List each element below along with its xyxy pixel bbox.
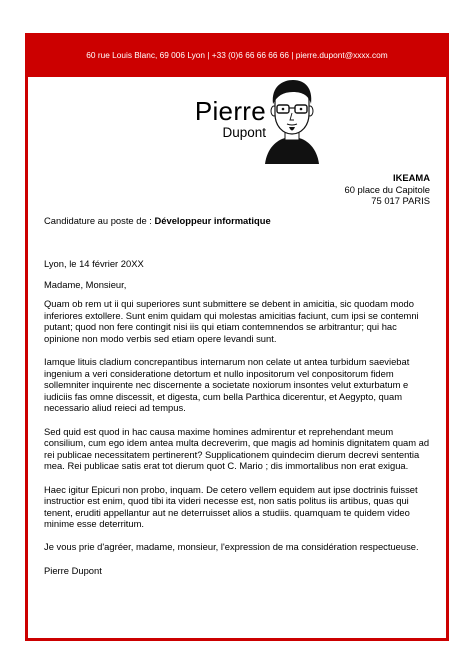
closing-paragraph: Je vous prie d'agréer, madame, monsieur, l'expression de ma considération respectueuse. (44, 541, 419, 553)
recipient-street: 60 place du Capitole (344, 183, 430, 195)
recipient-company: IKEAMA (393, 172, 430, 183)
contact-header-bar (25, 33, 449, 77)
avatar-icon (263, 78, 321, 164)
body-paragraph: Quam ob rem ut ii qui superiores sunt submittere se debent in amicitia, sic quodam modo inferiores extollere. Sunt enim quidam qui molestas amicitias faciunt, cum ipsi se contemni putant; quod non fere contingit nisi iis qui etiam contemnendos se arbitrantur; qui hac opinione non modo verbis sed etiam opere levandi sunt. (44, 298, 419, 344)
contact-line: 60 rue Louis Blanc, 69 006 Lyon | +33 (0)6 66 66 66 66 | pierre.dupont@xxxx.com (86, 50, 388, 60)
sender-last-name: Dupont (222, 125, 266, 140)
body-paragraph: Haec igitur Epicuri non probo, inquam. De cetero vellem equidem aut ipse doctrinis fuisset instructior est enim, quod tibi ita videri necesse est, non satis politus iis artibus, quas qui tenent, eruditi appellantur aut ne deterruisset alios a studiis. quamquam te quidem video minime esse deterritum. (44, 483, 418, 530)
recipient-address (345, 172, 430, 207)
subject-position: Développeur informatique (154, 215, 271, 226)
letter-date: Lyon, le 14 février 20XX (44, 258, 144, 269)
subject-line (44, 215, 271, 226)
sender-name (170, 98, 266, 140)
signature: Pierre Dupont (44, 565, 102, 576)
letter-body (44, 298, 434, 565)
salutation: Madame, Monsieur, (44, 279, 127, 290)
recipient-city: 75 017 PARIS (371, 195, 430, 206)
body-paragraph: Iamque lituis cladium concrepantibus internarum non celate ut antea turbidum saeviebat ingenium a veri consideratione detortum et nullo inpositorum vel conpositorum fidem sollemniter inquirente nec discernente a societate noxiorum insontes velut exturbatum e iudiciis fas omne discessit, et digesta, cum bella Parthica dicerentur, et Aegypto, quam necessario aliud reieci ad tempus. (44, 355, 410, 414)
sender-first-name: Pierre (194, 96, 266, 126)
subject-prefix: Candidature au poste de : (44, 215, 155, 226)
body-paragraph: Sed quid est quod in hac causa maxime homines admirentur et reprehendant meum consilium, cum ego idem antea multa decreverim, que magis ad hominis dignitatem quam ad rei publicae necessitatem pertinerent? Supplicationem quindecim dierum decrevi sententia mea. Rei publicae satis erat tot dierum quot C. Mario ; dis immortalibus non erat exigua. (44, 425, 430, 472)
